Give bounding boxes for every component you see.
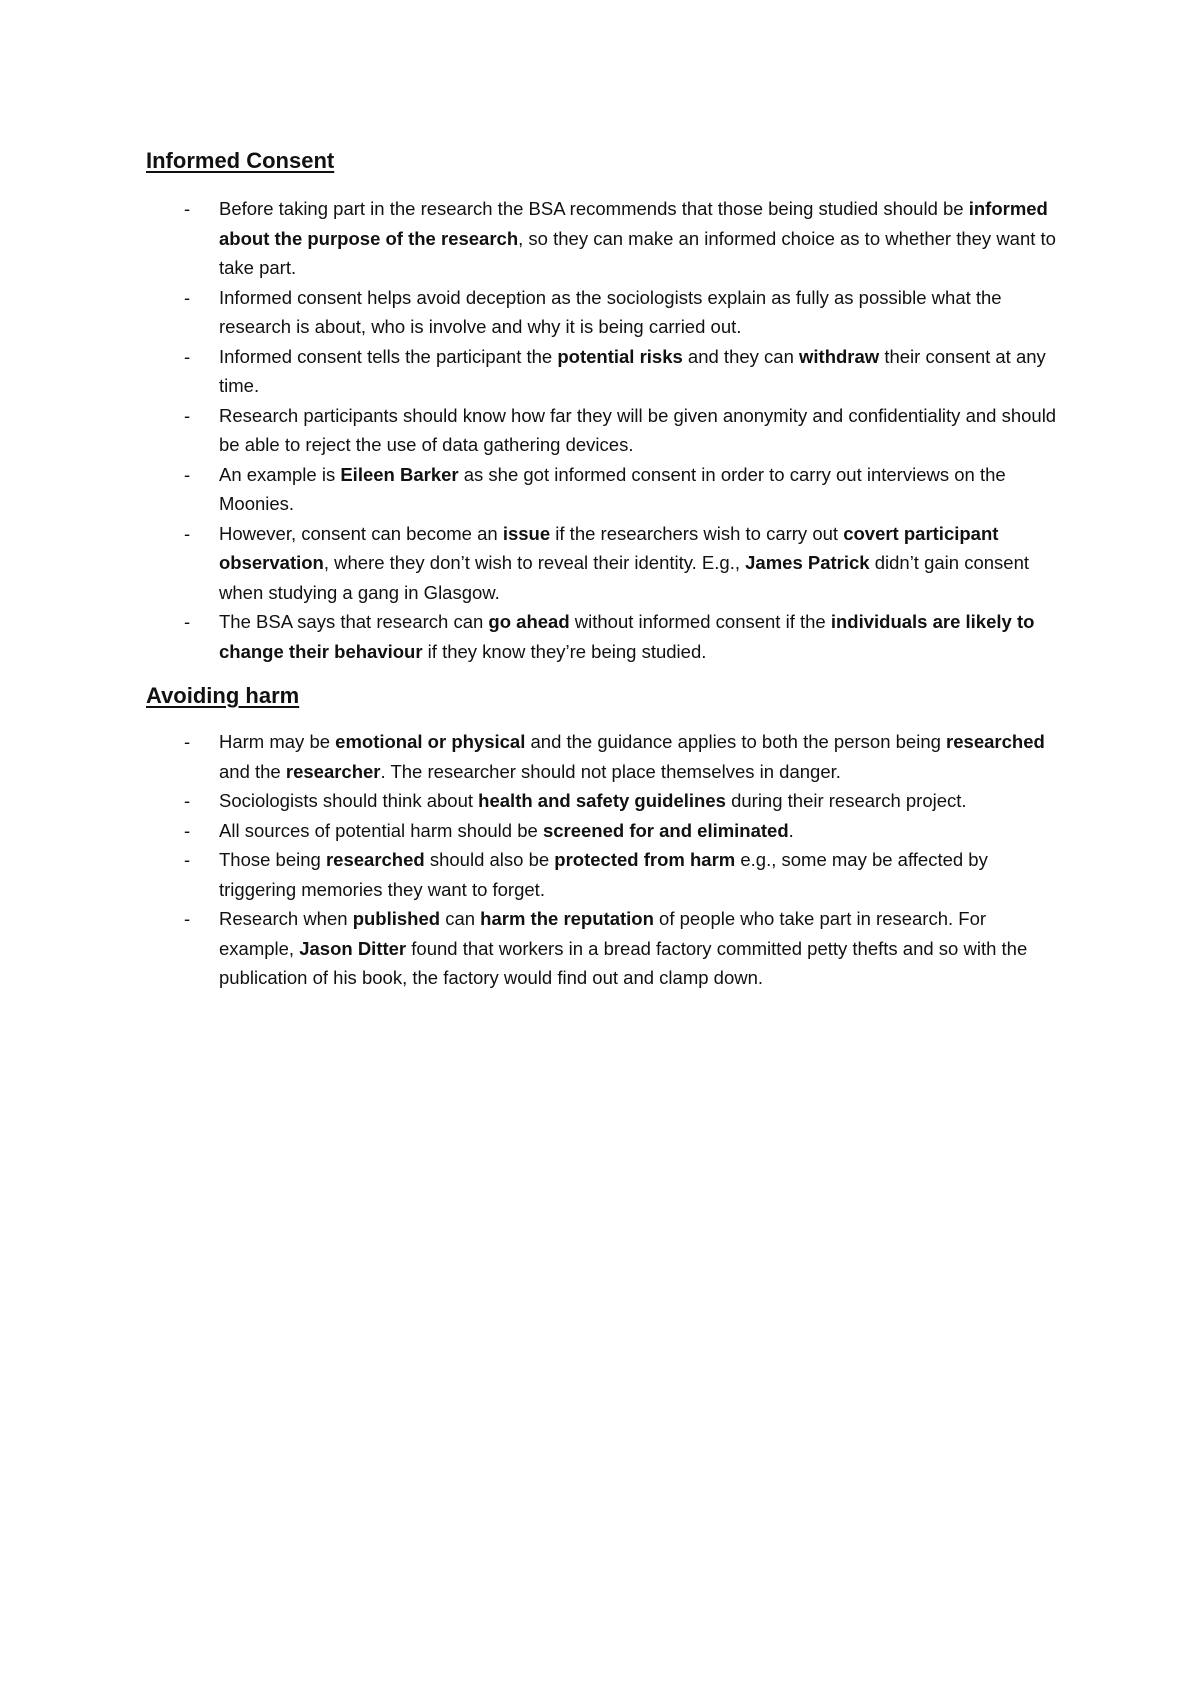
text-run: Informed consent helps avoid deception as the sociologists explain as fully as possible what the research is about, who is involve and why it is being carried out. <box>219 286 1002 337</box>
list-item <box>146 283 1066 342</box>
text-run: of people who take part in research. For example, <box>219 908 987 959</box>
bold-text: informed about the purpose of the research <box>219 198 1048 249</box>
text-run: and they can <box>682 345 800 367</box>
bold-text: protected from harm <box>554 849 736 870</box>
bold-text: harm the reputation <box>480 908 654 929</box>
list-item <box>146 342 1066 401</box>
bold-text: covert participant observation <box>219 522 999 573</box>
dash-bullet-icon: - <box>184 198 191 219</box>
bold-text: James Patrick <box>745 552 870 573</box>
list-item <box>146 904 1066 993</box>
text-run: and the <box>219 760 286 782</box>
text-run: Informed consent tells the participant the <box>219 345 558 367</box>
bold-text: researcher <box>285 760 381 782</box>
bold-text: issue <box>502 522 551 544</box>
bold-text: screened for and eliminated <box>542 819 789 841</box>
text-run: . <box>788 819 794 841</box>
text-run: All sources of potential harm should be <box>219 819 543 841</box>
text-run: Sociologists should think about <box>219 790 479 811</box>
text-run: Research when <box>219 908 353 929</box>
dash-bullet-icon: - <box>184 463 191 485</box>
section-heading: Avoiding harm <box>146 683 300 708</box>
text-run: should also be <box>424 849 555 870</box>
list-item <box>146 194 1066 283</box>
text-run: , where they don’t wish to reveal their identity. E.g., <box>323 552 746 573</box>
list-item <box>146 786 1066 816</box>
dash-bullet-icon: - <box>184 404 191 426</box>
text-run: their consent at any time. <box>219 345 1046 396</box>
bold-text: potential risks <box>557 345 683 367</box>
bold-text: individuals are likely to change their behaviour <box>219 611 1035 662</box>
dash-bullet-icon: - <box>184 611 191 632</box>
text-run: as she got informed consent in order to carry out interviews on the Moonies. <box>219 463 1006 514</box>
dash-bullet-icon: - <box>184 790 191 811</box>
section-heading: Informed Consent <box>146 148 335 173</box>
text-run: Those being <box>219 849 326 870</box>
bold-text: Eileen Barker <box>340 463 459 485</box>
text-run: Harm may be <box>219 731 336 752</box>
bold-text: researched <box>325 849 425 870</box>
text-run: e.g., some may be affected by triggering memories they want to forget. <box>219 849 988 900</box>
dash-bullet-icon: - <box>184 345 191 367</box>
bold-text: published <box>352 908 441 929</box>
dash-bullet-icon: - <box>184 731 191 752</box>
bold-text: go ahead <box>488 611 570 632</box>
section-informed-consent <box>146 146 1066 666</box>
text-run: didn’t gain consent when studying a gang in Glasgow. <box>219 552 1029 603</box>
dash-bullet-icon: - <box>184 522 191 544</box>
bullet-list <box>146 727 1066 993</box>
section-avoiding-harm <box>146 681 1066 993</box>
text-run: Research participants should know how far they will be given anonymity and confidentiality and should be able to reject the use of data gathering devices. <box>219 404 1057 455</box>
text-run: The BSA says that research can <box>219 611 489 632</box>
text-run: However, consent can become an <box>219 522 503 544</box>
text-run: Before taking part in the research the BSA recommends that those being studied should be <box>219 198 969 219</box>
list-item <box>146 401 1066 460</box>
dash-bullet-icon: - <box>184 849 191 870</box>
bold-text: researched <box>946 731 1045 752</box>
text-run: if the researchers wish to carry out <box>550 522 844 544</box>
dash-bullet-icon: - <box>184 286 191 308</box>
text-run: and the guidance applies to both the person being <box>525 731 947 752</box>
text-run: without informed consent if the <box>569 611 831 632</box>
dash-bullet-icon: - <box>184 908 191 929</box>
list-item <box>146 607 1066 666</box>
text-run: , so they can make an informed choice as to whether they want to take part. <box>219 227 1056 278</box>
text-run: found that workers in a bread factory committed petty thefts and so with the publication of his book, the factory would find out and clamp down. <box>219 937 1028 988</box>
list-item <box>146 816 1066 846</box>
text-run: can <box>440 908 481 929</box>
list-item <box>146 519 1066 608</box>
bullet-list <box>146 194 1066 666</box>
text-run: if they know they’re being studied. <box>422 640 707 662</box>
dash-bullet-icon: - <box>184 819 191 841</box>
bold-text: health and safety guidelines <box>478 790 726 811</box>
bold-text: emotional or physical <box>335 731 526 752</box>
bold-text: withdraw <box>799 345 880 367</box>
text-run: . The researcher should not place themselves in danger. <box>380 760 841 782</box>
list-item <box>146 727 1066 786</box>
list-item <box>146 845 1066 904</box>
text-run: An example is <box>219 463 341 485</box>
text-run: during their research project. <box>725 790 967 811</box>
bold-text: Jason Ditter <box>299 937 407 959</box>
list-item <box>146 460 1066 519</box>
